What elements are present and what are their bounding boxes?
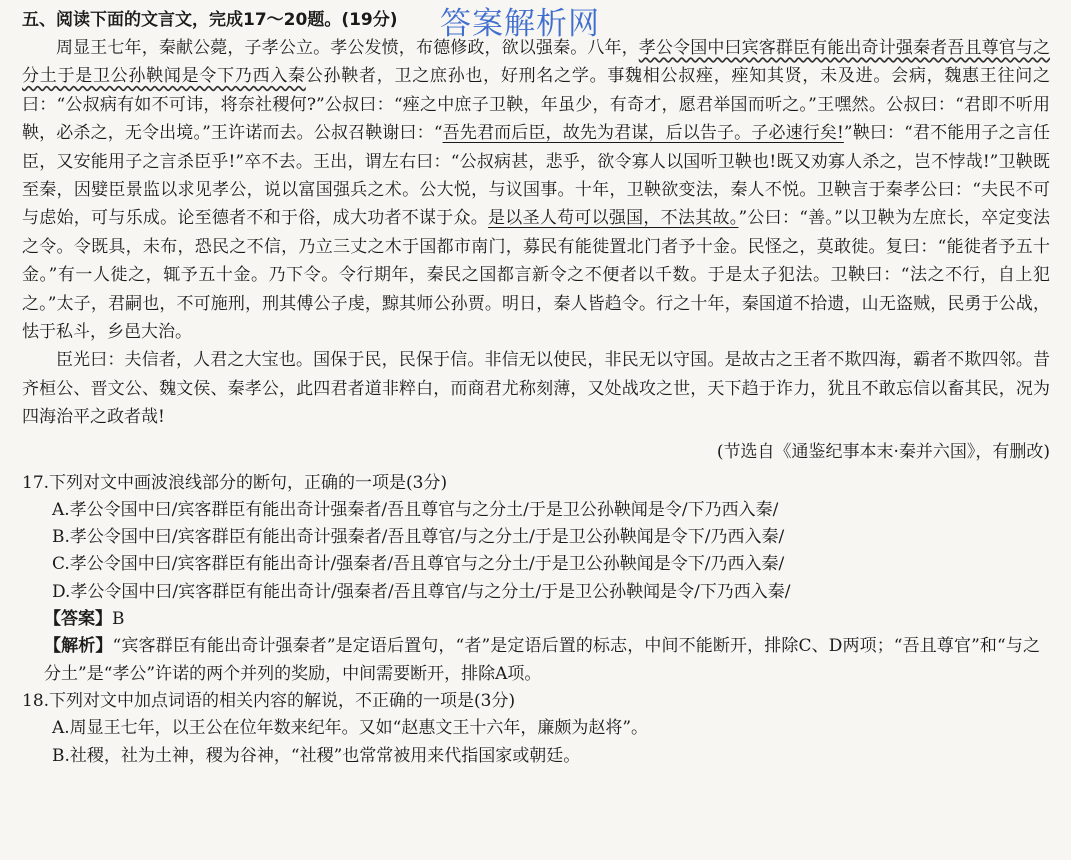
underlined-sentence-1: 吾先君而后臣，故先为君谋，后以告子。子必速行矣! xyxy=(442,123,844,144)
exam-page xyxy=(22,6,1050,770)
option-b: B.社稷，社为土神，稷为谷神，“社稷”也常常被用来代指国家或朝廷。 xyxy=(52,745,581,766)
question-stem: 18.下列对文中加点词语的相关内容的解说，不正确的一项是(3分) xyxy=(22,691,516,712)
underlined-sentence-2: 是以圣人苟可以强国，不法其故。 xyxy=(488,208,739,229)
question-18 xyxy=(22,688,1050,770)
passage-text: ”鞅曰：“君不能用子之言任臣，又安能用子之言杀臣乎!”卒不去。王出，谓左右曰：“公叔病甚，悲乎，欲令寡人以国听卫鞅也!既又劝寡人杀之，岂不悖哉!”卫鞅既至秦，因嬖臣景监以求见孝公，说以富国强兵之术。公大悦，与议国事。十年，卫鞅欲变法，秦人不悦。卫鞅言于秦孝公曰：“夫民不可与虑始，可与乐成。论至德者不和于俗，成大功者不谋于众。 xyxy=(22,123,1050,229)
option-a: A.周显王七年，以王公在位年数来纪年。又如“赵惠文王十六年，廉颇为赵将”。 xyxy=(52,718,649,739)
passage-text: ”公曰：“善。”以卫鞅为左庶长，卒定变法之令。令既具，未布，恐民之不信，乃立三丈之木于国都市南门，募民有能徙置北门者予十金。民怪之，莫敢徙。复曰：“能徙者予五十金。”有一人徙之，辄予五十金。乃下令。令行期年，秦民之国都言新令之不便者以千数。于是太子犯法。卫鞅曰：“法之不行，自上犯之。”太子，君嗣也，不可施刑，刑其傅公子虔，黥其师公孙贾。明日，秦人皆趋令。行之十年，秦国道不拾遗，山无盗贼，民勇于公战，怯于私斗，乡邑大治。 xyxy=(22,208,1051,343)
source-citation: (节选自《通鉴纪事本末·秦并六国》，有删改) xyxy=(716,441,1050,462)
passage-text: 周显王七年，秦献公薨，子孝公立。孝公发愤，布德修政，欲以强秦。八年， xyxy=(56,38,639,58)
option-d: D.孝公令国中曰/宾客群臣有能出奇计/强秦者/吾且尊官/与之分土/于是卫公孙鞅闻是令/下乃西入秦/ xyxy=(52,581,791,602)
explanation-tag: 【解析】 xyxy=(44,635,113,656)
section-title: 五、阅读下面的文言文，完成17～20题。(19分) xyxy=(22,10,398,30)
option-b: B.孝公令国中曰/宾客群臣有能出奇计强秦者/吾且尊官/与之分土/于是卫公孙鞅闻是令下/乃西入秦/ xyxy=(52,527,785,548)
wavy-underlined-sentence: 孝公令国中曰宾客群臣有能出奇计强秦者吾且尊官与之分土于是卫公孙鞅闻是令下乃西入秦 xyxy=(22,38,1051,87)
classical-passage xyxy=(22,34,1050,432)
explanation xyxy=(22,633,1050,688)
explanation-text: “宾客群臣有能出奇计强秦者”是定语后置句，“者”是定语后置的标志，中间不能断开，排除C、D两项；“吾且尊官”和“与之分土”是“孝公”许诺的两个并列的奖励，中间需要断开，排除A项。 xyxy=(44,635,1041,684)
answer-tag: 【答案】 xyxy=(44,608,112,629)
passage-paragraph-1 xyxy=(22,34,1050,346)
question-17 xyxy=(22,470,1050,688)
question-stem: 17.下列对文中画波浪线部分的断句，正确的一项是(3分) xyxy=(22,472,448,493)
passage-text: 公孙鞅者，卫之庶孙也，好刑名之学。事魏相公叔痤，痤知其贤，未及进。会病，魏惠王往问之曰：“公叔病有如不可讳，将奈社稷何?”公叔曰：“痤之中庶子卫鞅，年虽少，有奇才，愿君举国而听之。”王嘿然。公叔曰：“君即不听用鞅，必杀之，无令出境。”王许诺而去。公叔召鞅谢曰：“ xyxy=(22,66,1051,144)
answer-line xyxy=(22,606,1050,633)
option-c: C.孝公令国中曰/宾客群臣有能出奇计/强秦者/吾且尊官与之分土/于是卫公孙鞅闻是令下/乃西入秦/ xyxy=(52,554,785,575)
answer-value: B xyxy=(112,608,125,629)
watermark: 答案解析网 xyxy=(440,6,600,42)
option-a: A.孝公令国中曰/宾客群臣有能出奇计强秦者/吾且尊官与之分土/于是卫公孙鞅闻是令/下乃西入秦/ xyxy=(52,499,779,520)
passage-paragraph-2: 臣光曰：夫信者，人君之大宝也。国保于民，民保于信。非信无以使民，非民无以守国。是故古之王者不欺四海，霸者不欺四邻。昔齐桓公、晋文公、魏文侯、秦孝公，此四君者道非粹白，而商君尤称刻薄，又处战攻之世，天下趋于诈力，犹且不敢忘信以畜其民，况为四海治平之政者哉! xyxy=(22,350,1050,428)
